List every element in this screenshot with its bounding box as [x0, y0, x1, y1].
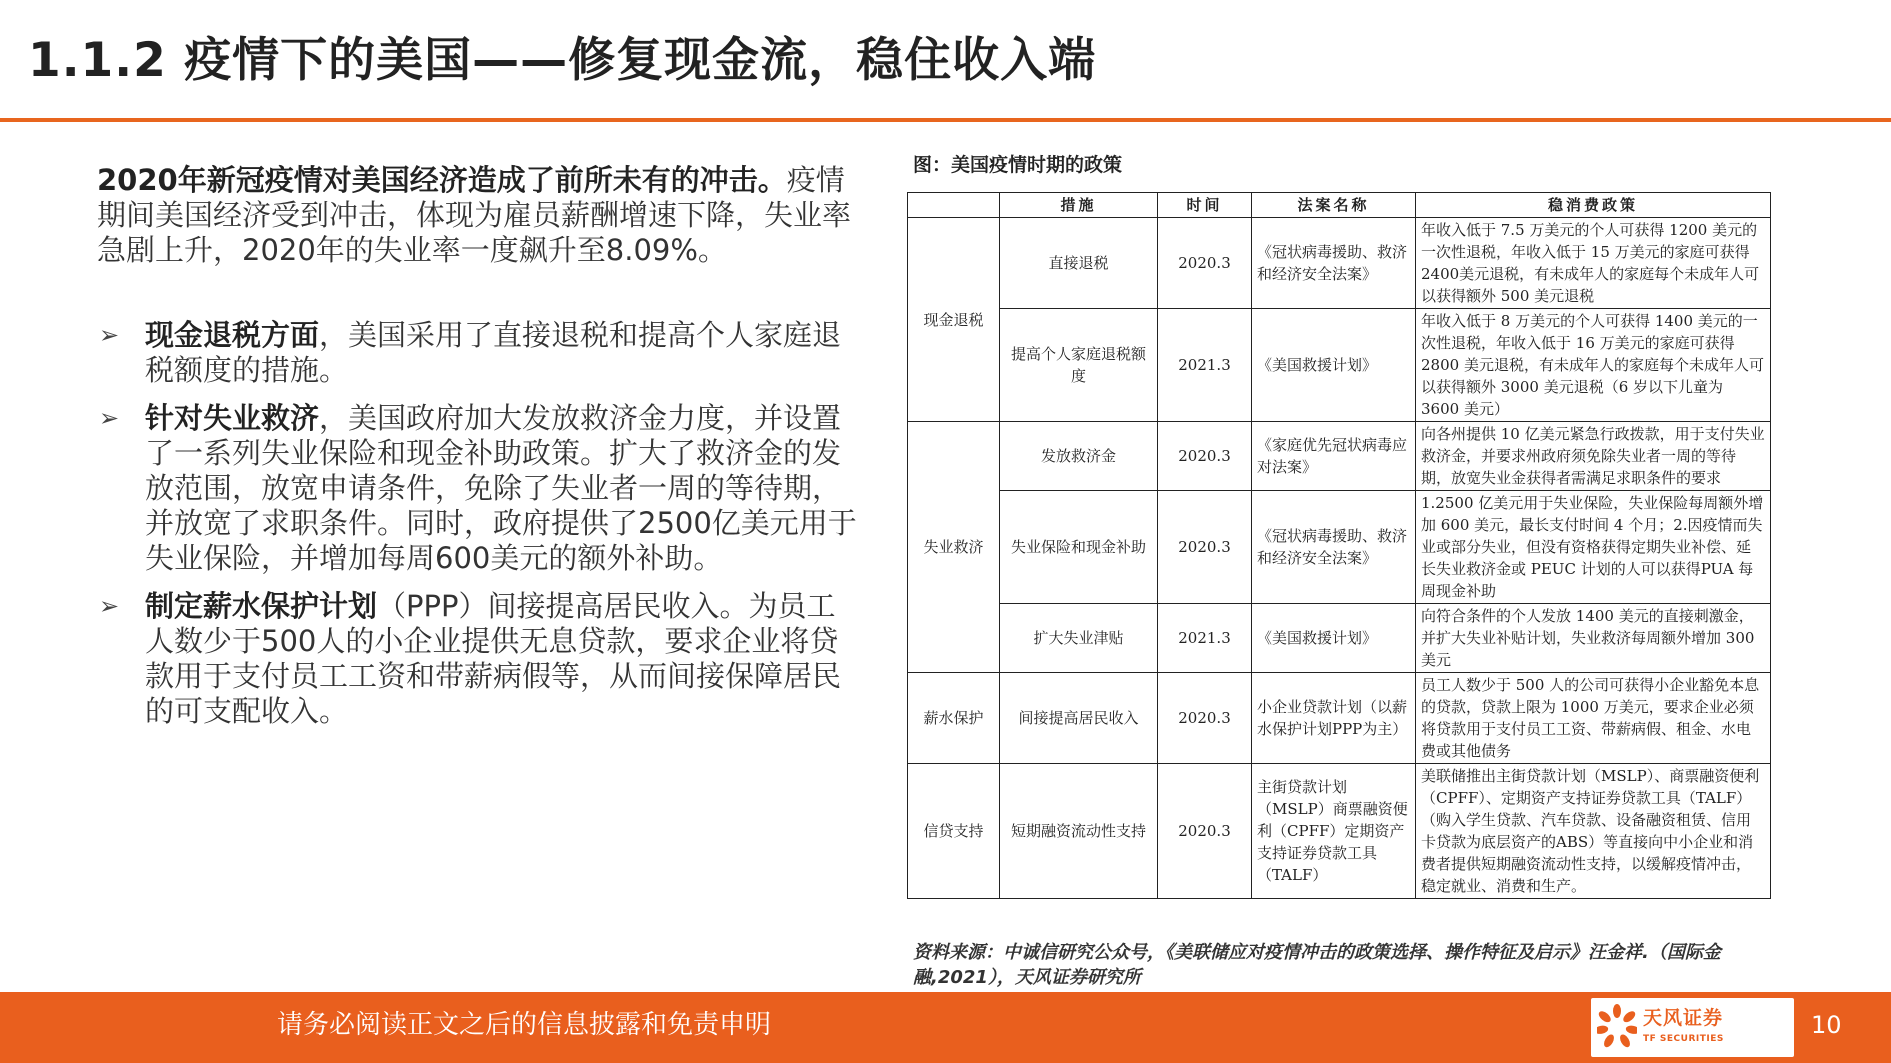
table-row — [908, 604, 1771, 673]
logo-subtext: TF SECURITIES — [1643, 1034, 1724, 1044]
time-cell: 2020.3 — [1158, 218, 1252, 309]
time-cell: 2020.3 — [1158, 422, 1252, 491]
time-cell: 2021.3 — [1158, 604, 1252, 673]
bullet-item-cash-rebate — [97, 318, 859, 388]
policy-cell: 员工人数少于 500 人的公司可获得小企业豁免本息的贷款，贷款上限为 1000 万美元，要求企业必须将贷款用于支付员工工资、带薪病假、租金、水电费或其他债务 — [1416, 673, 1771, 764]
time-cell: 2020.3 — [1158, 673, 1252, 764]
table-row — [908, 218, 1771, 309]
bullet-list — [97, 318, 859, 742]
measure-cell: 发放救济金 — [1000, 422, 1158, 491]
header-policy: 稳消费政策 — [1416, 193, 1771, 218]
disclaimer-link[interactable]: 请务必阅读正文之后的信息披露和免责申明 — [277, 1010, 772, 1040]
law-cell: 《冠状病毒援助、救济和经济安全法案》 — [1252, 218, 1416, 309]
policy-table — [907, 192, 1771, 899]
lead-text: 疫情期间美国经济受到冲击，体现为雇员薪酬增速下降，失业率急剧上升，2020年的失业率一度飙升至8.09%。 — [97, 163, 852, 267]
header-law: 法案名称 — [1252, 193, 1416, 218]
bullet-text: ，美国采用了直接退税和提高个人家庭退税额度的措施。 — [145, 318, 842, 387]
measure-cell: 间接提高居民收入 — [1000, 673, 1158, 764]
measure-cell: 失业保险和现金补助 — [1000, 491, 1158, 604]
source-note: 资料来源：中诚信研究公众号，《美联储应对疫情冲击的政策选择、操作特征及启示》汪金祥.（国际金融,2021），天风证券研究所 — [913, 942, 1721, 988]
lead-paragraph — [97, 163, 857, 268]
header-measure: 措施 — [1000, 193, 1158, 218]
law-cell: 主街贷款计划（MSLP）商票融资便利（CPFF）定期资产支持证券贷款工具（TALF） — [1252, 764, 1416, 899]
policy-cell: 1.2500 亿美元用于失业保险，失业保险每周额外增加 600 美元，最长支付时间 4 个月；2.因疫情而失业或部分失业，但没有资格获得定期失业补偿、延长失业救济金或 PEUC 计划的人可以获得PUA 每周现金补助 — [1416, 491, 1771, 604]
logo-text: 天风证券 — [1643, 1007, 1724, 1029]
law-cell: 《家庭优先冠状病毒应对法案》 — [1252, 422, 1416, 491]
bullet-text: ，美国政府加大发放救济金力度，并设置了一系列失业保险和现金补助政策。扩大了救济金的发放范围，放宽申请条件，免除了失业者一周的等待期，并放宽了求职条件。同时，政府提供了2500亿美元用于失业保险，并增加每周600美元的额外补助。 — [145, 401, 857, 575]
arrow-bullet-icon: ➢ — [99, 404, 120, 432]
table-row — [908, 422, 1771, 491]
policy-cell: 年收入低于 7.5 万美元的个人可获得 1200 美元的一次性退税，年收入低于 15 万美元的家庭可获得 2400美元退税，有未成年人的家庭每个未成年人可以获得额外 500 美元退税 — [1416, 218, 1771, 309]
category-cell: 失业救济 — [908, 422, 1000, 673]
company-logo — [1591, 998, 1794, 1057]
page-number: 10 — [1811, 1011, 1842, 1039]
table-row — [908, 673, 1771, 764]
measure-cell: 短期融资流动性支持 — [1000, 764, 1158, 899]
policy-cell: 美联储推出主街贷款计划（MSLP）、商票融资便利（CPFF）、定期资产支持证券贷款工具（TALF）（购入学生贷款、汽车贷款、设备融资租赁、信用卡贷款为底层资产的ABS）等直接向中小企业和消费者提供短期融资流动性支持，以缓解疫情冲击，稳定就业、消费和生产。 — [1416, 764, 1771, 899]
policy-cell: 年收入低于 8 万美元的个人可获得 1400 美元的一次性退税，年收入低于 16 万美元的家庭可获得 2800 美元退税，有未成年人的家庭每个未成年人可以获得额外 3000 美元退税（6 岁以下儿童为 3600 美元） — [1416, 309, 1771, 422]
measure-cell: 提高个人家庭退税额度 — [1000, 309, 1158, 422]
arrow-bullet-icon: ➢ — [99, 321, 120, 349]
arrow-bullet-icon: ➢ — [99, 592, 120, 620]
measure-cell: 扩大失业津贴 — [1000, 604, 1158, 673]
table-row — [908, 309, 1771, 422]
bullet-bold: 针对失业救济 — [145, 401, 320, 435]
measure-cell: 直接退税 — [1000, 218, 1158, 309]
title-divider — [0, 118, 1891, 122]
time-cell: 2020.3 — [1158, 764, 1252, 899]
category-cell: 现金退税 — [908, 218, 1000, 422]
bullet-bold: 制定薪水保护计划 — [145, 589, 378, 623]
category-cell: 信贷支持 — [908, 764, 1000, 899]
figure-title: 图：美国疫情时期的政策 — [913, 154, 1123, 176]
bullet-item-unemployment — [97, 401, 859, 576]
time-cell: 2021.3 — [1158, 309, 1252, 422]
header-category — [908, 193, 1000, 218]
policy-cell: 向各州提供 10 亿美元紧急行政拨款，用于支付失业救济金，并要求州政府须免除失业者一周的等待期，放宽失业金获得者需满足求职条件的要求 — [1416, 422, 1771, 491]
table-header-row — [908, 193, 1771, 218]
bullet-text: （PPP）间接提高居民收入。为员工人数少于500人的小企业提供无息贷款，要求企业将贷款用于支付员工工资和带薪病假等，从而间接保障居民的可支配收入。 — [145, 589, 842, 728]
bullet-bold: 现金退税方面 — [145, 318, 320, 352]
table-row — [908, 764, 1771, 899]
bullet-item-ppp — [97, 589, 859, 729]
time-cell: 2020.3 — [1158, 491, 1252, 604]
sunburst-logo-icon — [1597, 1004, 1637, 1050]
table-row — [908, 491, 1771, 604]
law-cell: 《冠状病毒援助、救济和经济安全法案》 — [1252, 491, 1416, 604]
policy-cell: 向符合条件的个人发放 1400 美元的直接刺激金，并扩大失业补贴计划，失业救济每周额外增加 300 美元 — [1416, 604, 1771, 673]
category-cell: 薪水保护 — [908, 673, 1000, 764]
page-title: 1.1.2 疫情下的美国——修复现金流，稳住收入端 — [28, 33, 1097, 88]
footer-bar — [0, 992, 1891, 1063]
law-cell: 《美国救援计划》 — [1252, 604, 1416, 673]
law-cell: 《美国救援计划》 — [1252, 309, 1416, 422]
lead-bold-text: 2020年新冠疫情对美国经济造成了前所未有的冲击。 — [97, 163, 787, 197]
header-time: 时间 — [1158, 193, 1252, 218]
law-cell: 小企业贷款计划（以薪水保护计划PPP为主） — [1252, 673, 1416, 764]
